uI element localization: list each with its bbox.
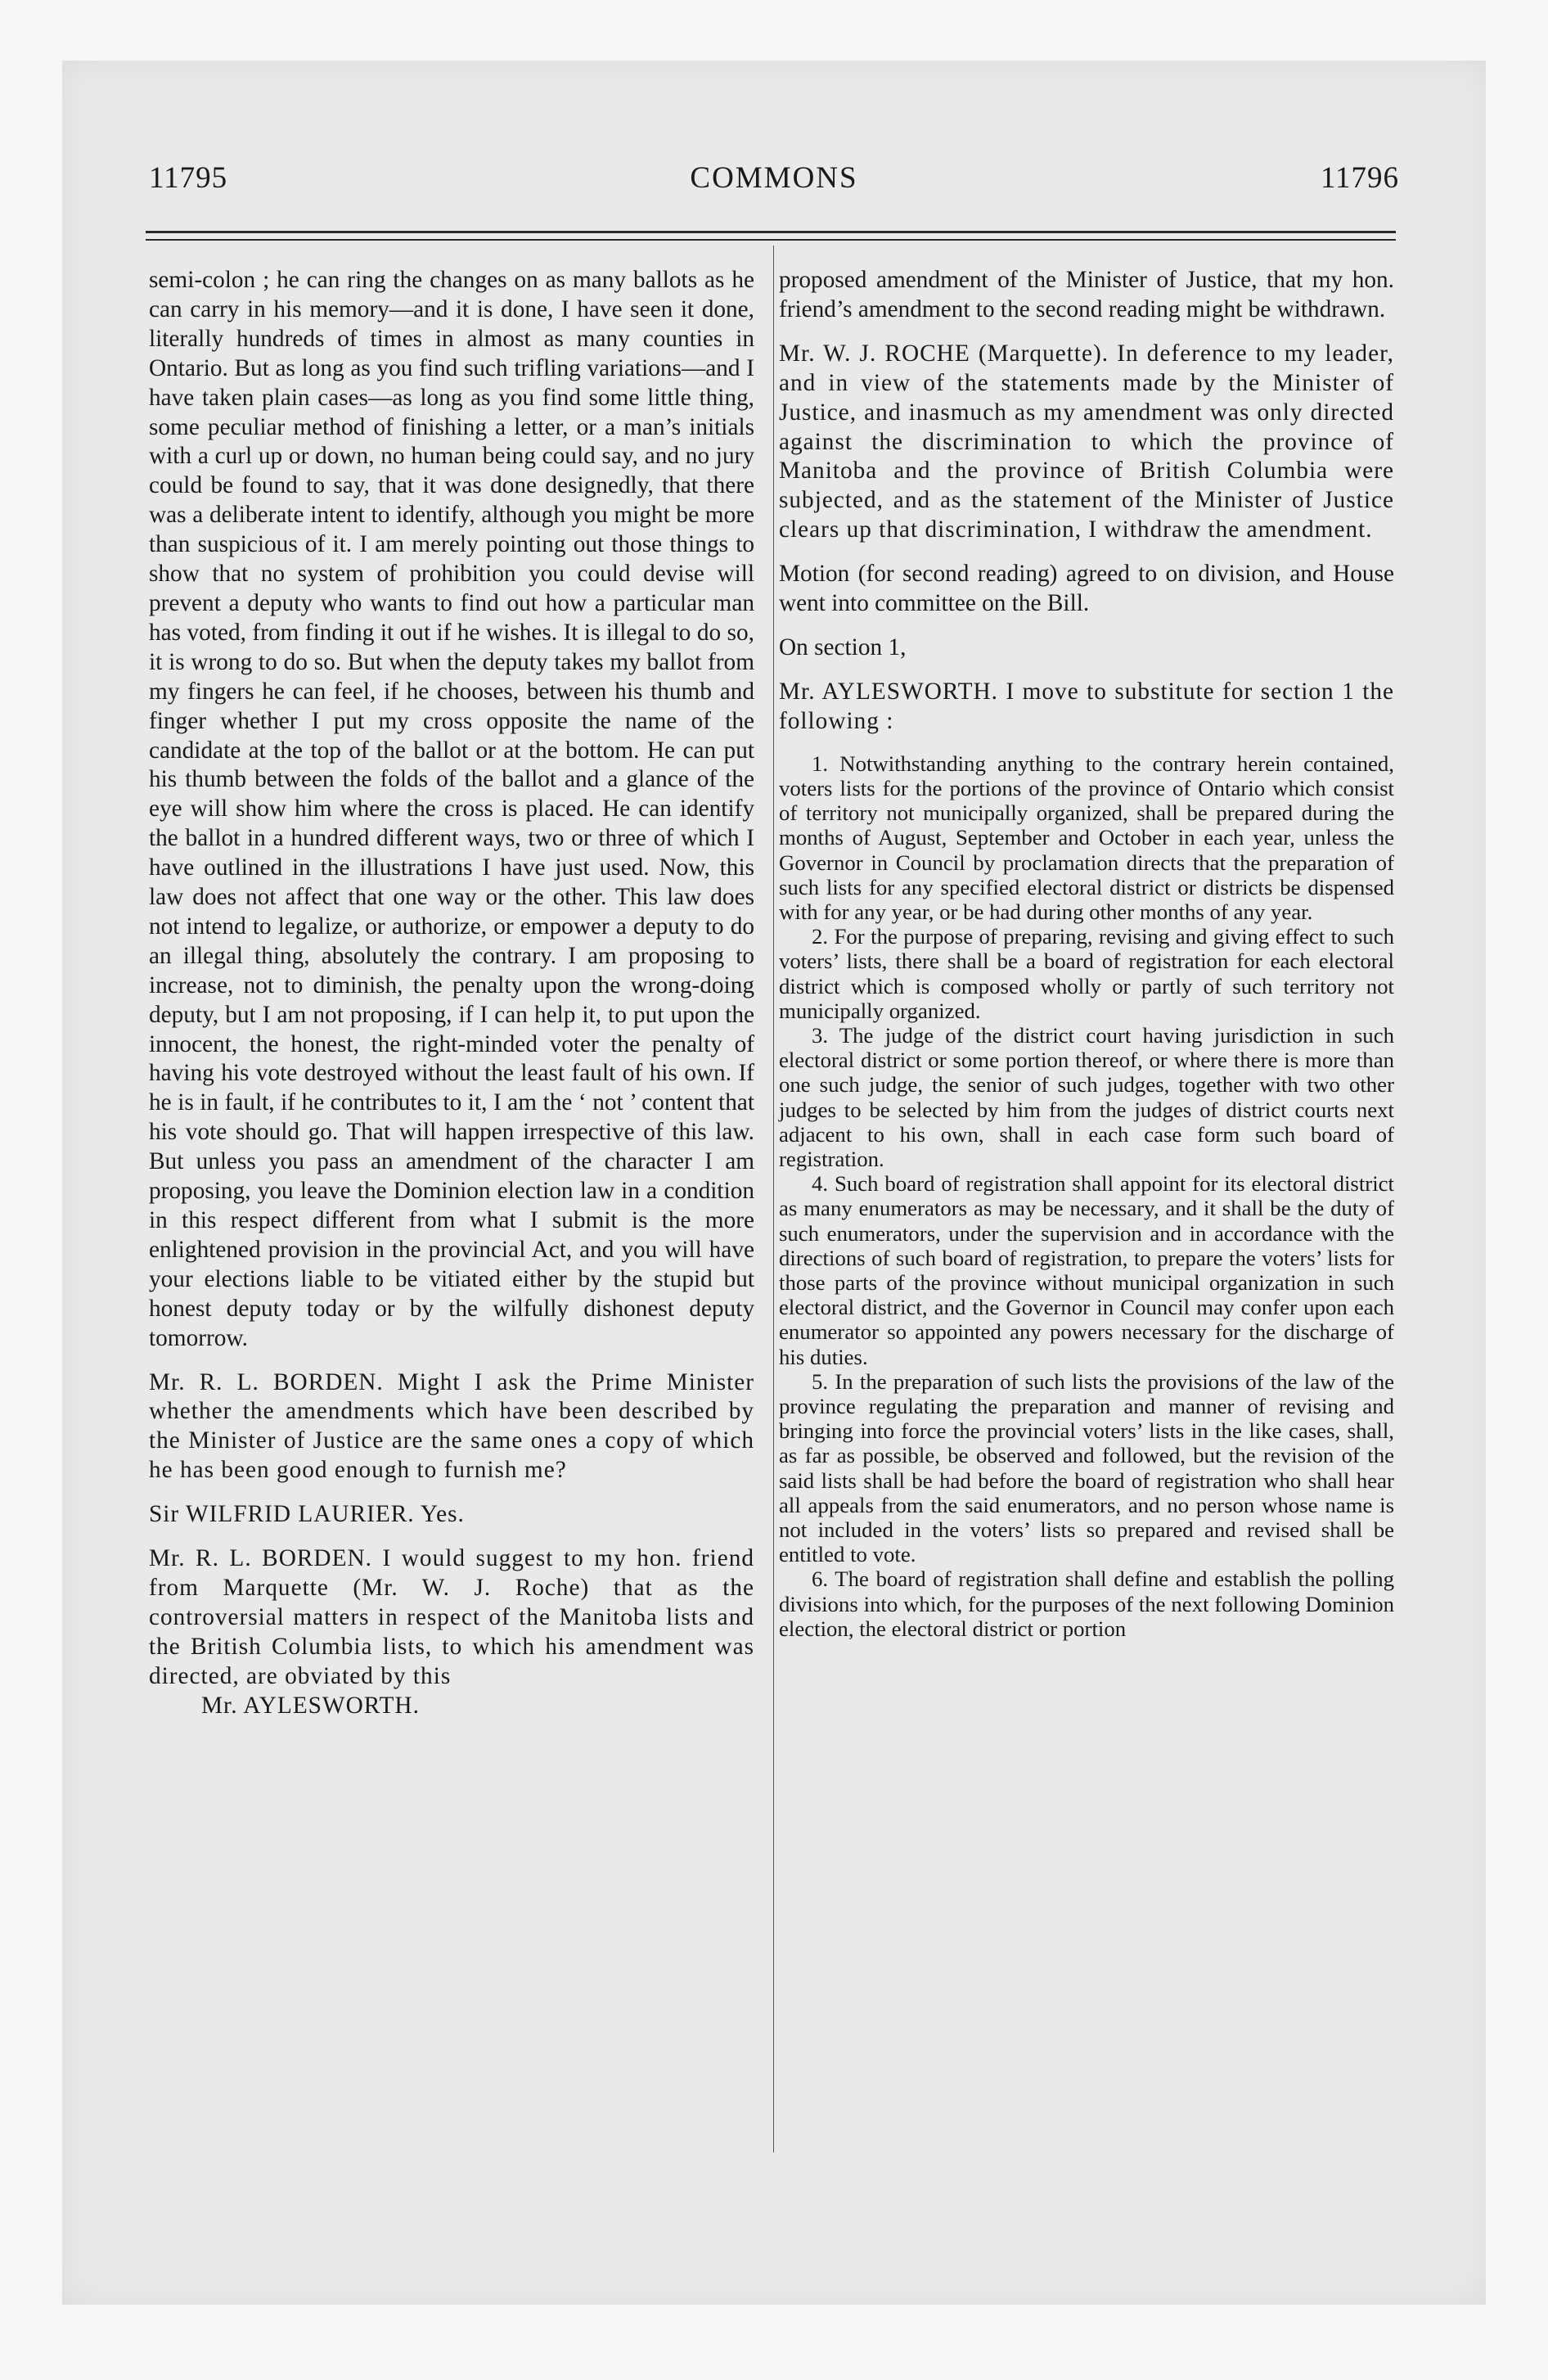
header-rule-top [146,231,1396,233]
debate-paragraph: proposed amendment of the Minister of Justice, that my hon. friend’s amendment to the second reading might be withdrawn. [779,267,1394,322]
header-rule-bottom [146,239,1396,241]
debate-paragraph: Mr. R. L. BORDEN. I would suggest to my hon. friend from Marquette (Mr. W. J. Roche) that as the controversial matters in respect of the Manitoba lists and the British Columbia lists, to which his amendment was directed, are obviated by this [149,1545,754,1689]
amendment-clause: 6. The board of registration shall define and establish the polling divisions into which, for the purposes of the next following Dominion election, the electoral district or portion [779,1566,1394,1641]
debate-paragraph: On section 1, [779,633,907,660]
column-divider [773,246,774,2152]
footer-speaker: Mr. AYLESWORTH. [201,1692,420,1719]
left-column [149,266,754,1721]
debate-paragraph: semi-colon ; he can ring the changes on as many ballots as he can carry in his memory—and it is done, I have seen it done, literally hundreds of times in almost as many counties in Ontario. But as long as you find such trifling variations—and I have taken plain cases—as long as you find some little thing, some peculiar method of finishing a letter, or a man’s initials with a curl up or down, no human being could say, and no jury could be found to say, that it was done designedly, that there was a deliberate intent to identify, although you might be more than suspicious of it. I am merely pointing out those things to show that no system of prohibition you could devise will prevent a deputy who wants to find out how a particular man has voted, from finding it out if he wishes. It is illegal to do so, it is wrong to do so. But when the deputy takes my ballot from my fingers he can feel, if he chooses, between his thumb and finger whether I put my cross opposite the name of the candidate at the top of the ballot or at the bottom. He can put his thumb between the folds of the ballot and a glance of the eye will show him where the cross is placed. He can identify the ballot in a hundred different ways, two or three of which I have outlined in the illustrations I have just used. Now, this law does not affect that one way or the other. This law does not intend to legalize, or authorize, or empower a deputy to do an illegal thing, absolutely the contrary. I am proposing to increase, not to diminish, the penalty upon the wrong-doing deputy, but I am not proposing, if I can help it, to put upon the innocent, the honest, the right-minded voter the penalty of having his vote destroyed without the least fault of his own. If he is in fault, if he contributes to it, I am the ‘ not ’ content that his vote should go. That will happen irrespective of this law. But unless you pass an amendment of the character I am proposing, you leave the Dominion election law in a condition in this respect different from what I submit is the more enlightened provision in the provincial Act, and you will have your elections liable to be vitiated either by the stupid but honest deputy today or by the wilfully dishonest deputy tomorrow. [149,267,754,1351]
amendment-clause: 4. Such board of registration shall appoint for its electoral district as many enumerators as may be necessary, and it shall be the duty of such enumerators, under the supervision and in accordance with the directions of such board of registration, to prepare the voters’ lists for those parts of the province without municipal organization in such electoral district, and the Governor in Council may confer upon each enumerator so appointed any powers necessary for the discharge of his duties. [779,1171,1394,1369]
amendment-clause: 3. The judge of the district court having jurisdiction in such electoral district or some portion thereof, or where there is more than one such judge, the senior of such judges, together with two other judges to be selected by him from the judges of district courts next adjacent to his own, shall in each case form such board of registration. [779,1022,1394,1171]
debate-paragraph: Sir WILFRID LAURIER. Yes. [149,1501,465,1528]
amendment-clause: 1. Notwithstanding anything to the contrary herein contained, voters lists for the portions of the province of Ontario which consist of territory not municipally organized, shall be prepared during the months of August, September and October in each year, unless the Governor in Council by proclamation directs that the preparation of such lists for any specified electoral district or districts be dispensed with for any year, or be had during other months of any year. [779,751,1394,924]
debate-paragraph: Mr. R. L. BORDEN. Might I ask the Prime Minister whether the amendments which have been described by the Minister of Justice are the same ones a copy of which he has been good enough to furnish me? [149,1368,754,1484]
page-title: COMMONS [690,161,858,195]
debate-paragraph: Motion (for second reading) agreed to on division, and House went into committee on the Bill. [779,561,1394,617]
debate-paragraph: Mr. AYLESWORTH. I move to substitute for section 1 the following : [779,678,1394,734]
debate-paragraph: Mr. W. J. ROCHE (Marquette). In deference to my leader, and in view of the statements made by the Minister of Justice, and inasmuch as my amendment was only directed against the discrimination to which the province of Manitoba and the province of British Columbia were subjected, and as the statement of the Minister of Justice clears up that discrimination, I withdraw the amendment. [779,340,1394,543]
amendment-clause: 2. For the purpose of preparing, revising and giving effect to such voters’ lists, there shall be a board of registration for each electoral district which is composed wholly or partly of such territory not municipally organized. [779,924,1394,1023]
left-page-number: 11795 [149,161,228,195]
amendment-clause: 5. In the preparation of such lists the provisions of the law of the province regulating the preparation and manner of revising and bringing into force the provincial voters’ lists in the like cases, shall, as far as possible, be observed and followed, but the revision of the said lists shall be had before the board of registration who shall hear all appeals from the said enumerators, and no person whose name is not included in the voters’ lists so prepared and revised shall be entitled to vote. [779,1368,1394,1567]
right-column [779,266,1394,1641]
right-page-number: 11796 [1320,161,1399,195]
page-header [149,160,1399,206]
